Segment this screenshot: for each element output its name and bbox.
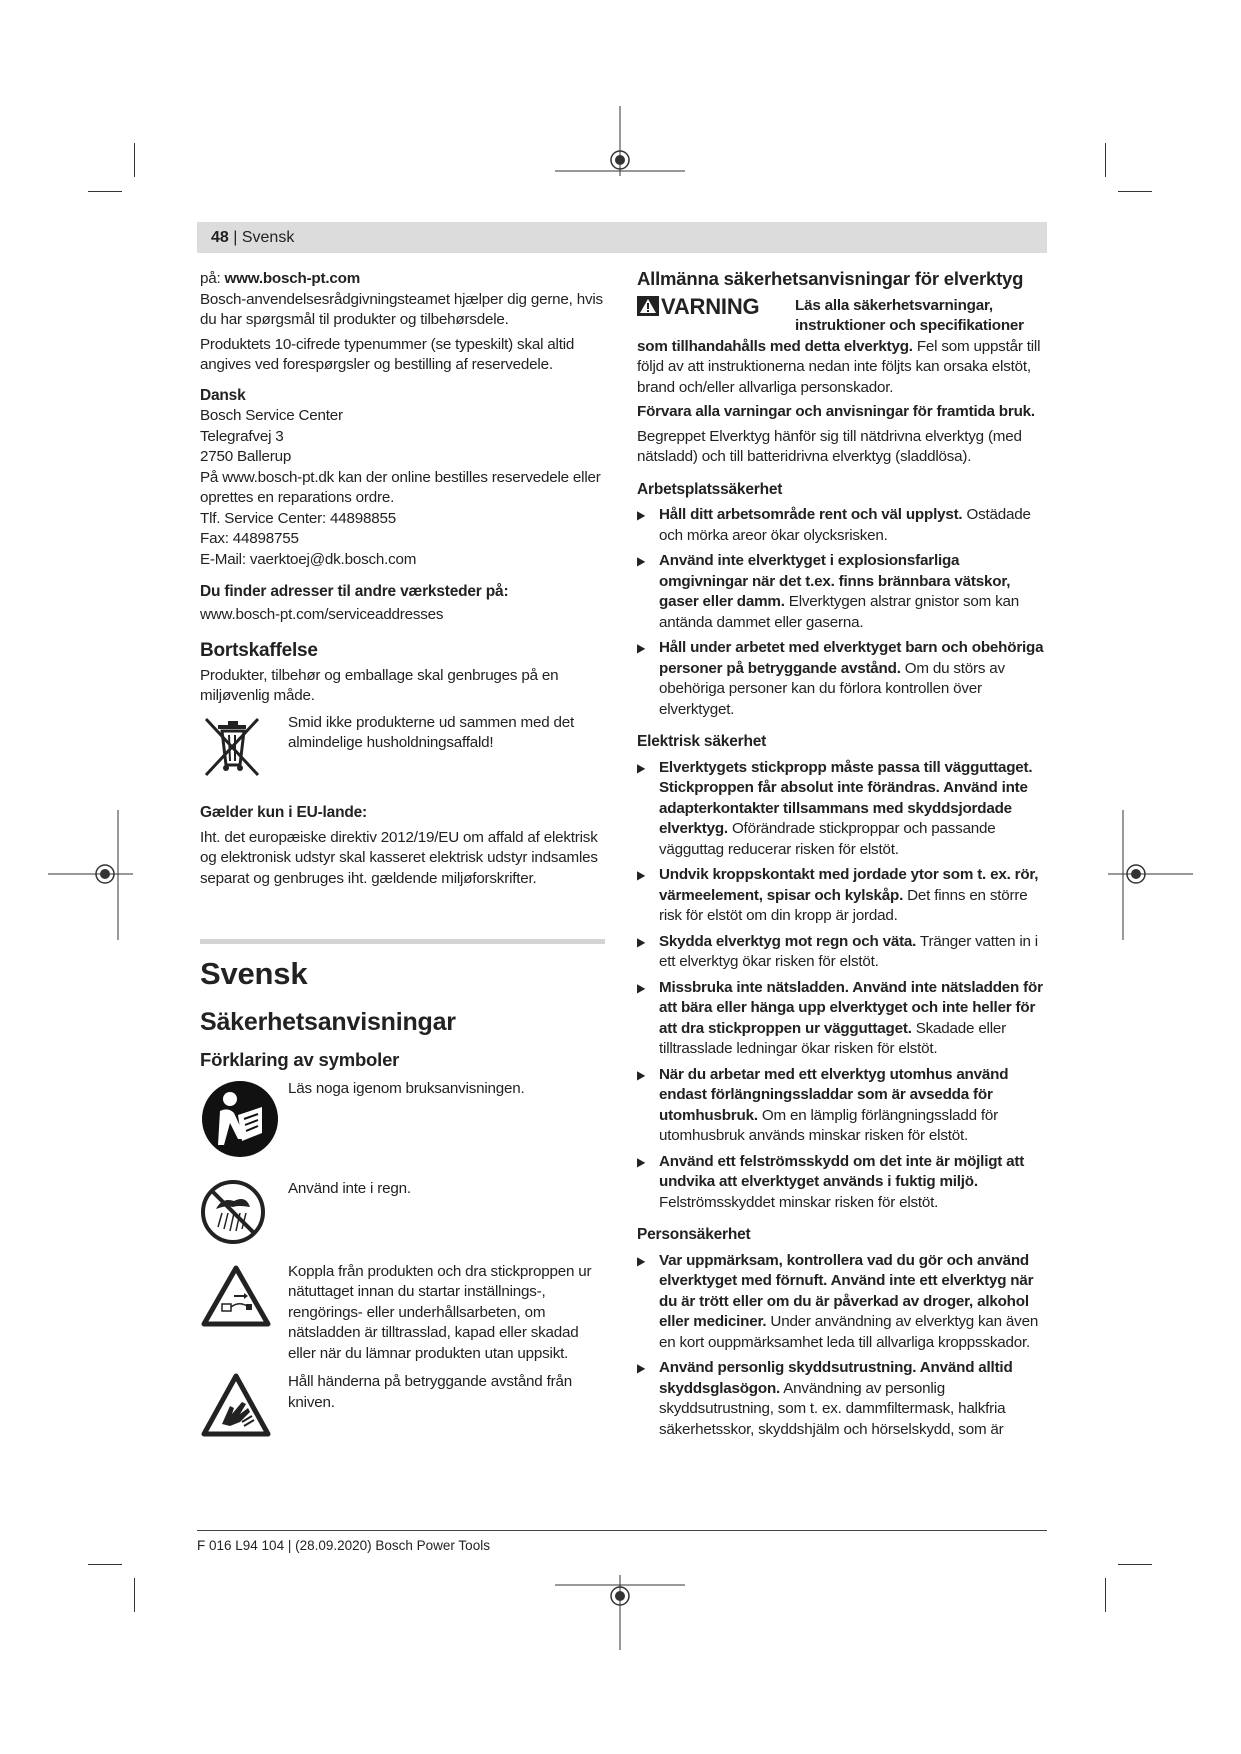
bullet-item	[637, 758, 1047, 861]
general-safety-title: Allmänna säkerhetsanvisningar för elverktyg	[637, 268, 1024, 289]
page-header	[211, 229, 294, 247]
crop-mark	[1105, 1578, 1106, 1612]
bullet-text	[659, 1358, 1047, 1440]
bullet-text	[659, 865, 1047, 927]
registration-mark-bottom	[550, 1565, 690, 1650]
warning-text	[637, 337, 1047, 399]
symbol-row	[200, 1262, 605, 1365]
addresses-title: Du finder adresser til andre værksteder på:	[200, 583, 509, 600]
dansk-line: Bosch Service Center	[200, 407, 343, 424]
bullet-item	[637, 505, 1047, 546]
bullet-arrow-icon: ▶	[637, 508, 646, 522]
page-footer: F 016 L94 104 | (28.09.2020) Bosch Power Tools	[197, 1538, 490, 1553]
crop-mark	[1118, 1564, 1152, 1565]
bullet-bold: Var uppmärksam, kontrollera vad du gör och använd elverktyget med förnuft. Använd inte ett elverktyg när du är trött eller om du är påverkad av droger, alkohol eller mediciner.	[659, 1251, 1034, 1330]
bin-row	[200, 713, 605, 786]
dansk-line: Fax: 44898755	[200, 530, 299, 547]
svensk-title: Svensk	[200, 956, 308, 991]
bullet-text	[659, 932, 1047, 973]
bullet-item	[637, 978, 1047, 1060]
warning-block	[637, 296, 1047, 337]
right-column	[637, 269, 1047, 1445]
symbol-row	[200, 1372, 605, 1447]
no-rain-icon	[200, 1179, 288, 1252]
symbols-title: Förklaring av symboler	[200, 1049, 400, 1070]
dansk-address	[200, 406, 605, 570]
dansk-line: På www.bosch-pt.dk kan der online bestilles reservedele eller oprettes en reparations ordre.	[200, 468, 601, 506]
crop-mark	[134, 143, 135, 177]
bullet-arrow-icon: ▶	[637, 980, 646, 995]
bullet-item	[637, 1152, 1047, 1214]
bullet-item	[637, 551, 1047, 633]
bullet-text	[659, 758, 1047, 861]
symbol-row	[200, 1179, 605, 1252]
left-column	[200, 269, 605, 1453]
page-number: 48	[211, 229, 229, 246]
dansk-line: 2750 Ballerup	[200, 448, 292, 465]
bullet-bold: Använd inte elverktyget i explosionsfarliga omgivningar när det t.ex. finns brännbara vätskor, gaser eller damm.	[659, 552, 1011, 610]
unplug-warning-icon	[200, 1264, 272, 1337]
hand-cut-warning-icon	[200, 1372, 288, 1447]
bullet-arrow-icon: ▶	[637, 1067, 646, 1082]
dansk-line: E-Mail: vaerktoej@dk.bosch.com	[200, 550, 417, 568]
crop-mark	[88, 1564, 122, 1565]
page-header-bar	[197, 222, 1047, 253]
bullet-arrow-icon: ▶	[637, 934, 646, 949]
bullet-rest: Under användning av elverktyg kan även en kort ouppmärksamhet leda till allvarliga kroppsskador.	[659, 1313, 1039, 1351]
dansk-line: Tlf. Service Center: 44898855	[200, 509, 396, 527]
symbol-text: Använd inte i regn.	[288, 1180, 411, 1197]
bullet-text	[659, 505, 1047, 546]
crossed-bin-icon	[200, 713, 288, 786]
bortskaffelse-text: Produkter, tilbehør og emballage skal genbruges på en miljøvenlig måde.	[200, 666, 559, 704]
crop-mark	[88, 191, 122, 192]
bullet-text	[659, 1152, 1047, 1214]
keep-instructions: Förvara alla varningar och anvisningar för framtida bruk.	[637, 403, 1035, 420]
bullet-arrow-icon: ▶	[637, 641, 646, 655]
read-manual-icon	[200, 1079, 288, 1166]
bullet-text	[659, 1251, 1047, 1354]
bin-text: Smid ikke produkterne ud sammen med det almindelige husholdningsaffald!	[288, 713, 574, 751]
definition-text: Begreppet Elverktyg hänför sig till nätdrivna elverktyg (med nätsladd) och till batteridrivna elverktyg (sladdlösa).	[637, 427, 1022, 465]
registration-mark-right	[1103, 810, 1193, 940]
warning-rest: Fel som uppstår till följd av att instruktionerna nedan inte följts kan orsaka elstöt, brand och/eller allvarliga personskador.	[637, 337, 1041, 396]
dansk-line: Telegrafvej 3	[200, 427, 284, 445]
symbol-text: Läs noga igenom bruksanvisningen.	[288, 1079, 525, 1097]
bullet-item	[637, 865, 1047, 927]
header-separator: |	[233, 229, 238, 246]
type-number-text: Produktets 10-cifrede typenummer (se typeskilt) skal altid angives ved forespørgsler og bestilling af reservedele.	[200, 335, 575, 373]
bullet-rest: Om du störs av obehöriga personer kan du förlora kontrollen över elverktyget.	[659, 659, 1005, 718]
bullet-bold: Använd ett felströmsskydd om det inte är möjligt att undvika att elverktyget används i fuktig miljö.	[659, 1152, 1025, 1190]
bullet-bold: Håll under arbetet med elverktyget barn och obehöriga personer på betryggande avstånd.	[659, 639, 1044, 677]
bullet-item	[637, 638, 1047, 720]
bullet-bold: När du arbetar med ett elverktyg utomhus använd endast förlängningssladdar som är avsedda för utomhusbruk.	[659, 1065, 1009, 1124]
crop-mark	[134, 1578, 135, 1612]
crop-mark	[1105, 143, 1106, 177]
bullet-text	[659, 1065, 1047, 1147]
bullet-arrow-icon: ▶	[637, 868, 646, 882]
crop-mark	[1118, 191, 1152, 192]
contact-line	[200, 269, 605, 290]
warning-heading: Läs alla säkerhetsvarningar, instruktioner och specifikationer	[795, 296, 1024, 334]
contact-prefix: på:	[200, 270, 225, 287]
bullet-arrow-icon: ▶	[637, 760, 646, 775]
bullet-text	[659, 551, 1047, 633]
bullet-rest: Det finns en större risk för elstöt om din kropp är jordad.	[659, 886, 1028, 924]
warning-badge	[637, 296, 795, 320]
bullet-arrow-icon: ▶	[637, 1253, 646, 1268]
symbol-text: Håll händerna på betryggande avstånd från kniven.	[288, 1373, 572, 1411]
bullet-item	[637, 932, 1047, 973]
section-title: Arbetsplatssäkerhet	[637, 480, 783, 498]
bullet-rest: Ostädade och mörka areor ökar olycksrisken.	[659, 506, 1031, 544]
section-title: Elektrisk säkerhet	[637, 733, 767, 750]
bullet-rest: Användning av personlig skyddsutrustning, som t. ex. dammfiltermask, halkfria säkerhetsskor, skyddshjälm och hörselskydd, som är	[659, 1379, 1006, 1438]
section-title: Personsäkerhet	[637, 1226, 751, 1243]
bullet-bold: Skydda elverktyg mot regn och väta.	[659, 932, 917, 950]
header-language: Svensk	[241, 229, 295, 246]
registration-mark-left	[48, 810, 138, 940]
bullet-arrow-icon: ▶	[637, 554, 646, 568]
bullet-item	[637, 1358, 1047, 1440]
bullet-rest: Skadade eller tilltrasslade ledningar ökar risken för elstöt.	[659, 1019, 1007, 1057]
bullet-item	[637, 1251, 1047, 1354]
contact-url: www.bosch-pt.com	[224, 270, 361, 287]
symbol-row	[200, 1079, 605, 1166]
eu-text: Iht. det europæiske direktiv 2012/19/EU om affald af elektrisk og elektronisk udstyr skal kasseret elektrisk udstyr indsamles separat og genbruges iht. gældende miljøforskrifter.	[200, 828, 598, 887]
bullet-rest: Felströmsskyddet minskar risken för elstöt.	[659, 1193, 939, 1211]
dansk-title: Dansk	[200, 386, 246, 404]
section-divider	[200, 939, 605, 944]
bullet-text	[659, 638, 1047, 720]
addresses-url: www.bosch-pt.com/serviceaddresses	[200, 605, 444, 623]
bullet-rest: Tränger vatten in i ett elverktyg ökar risken för elstöt.	[659, 932, 1038, 970]
advisory-team-text: Bosch-anvendelsesrådgivningsteamet hjælper dig gerne, hvis du har spørgsmål til produkter og tilbehørsdele.	[200, 290, 603, 328]
bullet-bold: Håll ditt arbetsområde rent och väl upplyst.	[659, 506, 963, 523]
warning-bold: som tillhandahålls med detta elverktyg.	[637, 337, 913, 355]
bullet-bold: Undvik kroppskontakt med jordade ytor som t. ex. rör, värmeelement, spisar och kylskåp.	[659, 866, 1039, 904]
bullet-rest: Elverktygen alstrar gnistor som kan antända dammet eller gaserna.	[659, 593, 1019, 631]
bullet-bold: Använd personlig skyddsutrustning. Använd alltid skyddsglasögon.	[659, 1359, 1013, 1397]
bullet-item	[637, 1065, 1047, 1147]
bullet-bold: Elverktygets stickpropp måste passa till vägguttaget. Stickproppen får absolut inte förändras. Använd inte adapterkontakter tillsammans med skyddsjordade elverktyg.	[659, 758, 1033, 837]
bullet-rest: Oförändrade stickproppar och passande vägguttag reducerar risken för elstöt.	[659, 820, 996, 858]
registration-mark-top	[550, 106, 690, 191]
bortskaffelse-title: Bortskaffelse	[200, 640, 318, 661]
eu-title: Gælder kun i EU-lande:	[200, 804, 367, 821]
bullet-rest: Om en lämplig förlängningssladd för utomhusbruk används minskar risken för elstöt.	[659, 1106, 999, 1144]
footer-rule	[197, 1530, 1047, 1531]
safety-title: Säkerhetsanvisningar	[200, 1008, 456, 1036]
warning-label: VARNING	[661, 294, 760, 319]
bullet-bold: Missbruka inte nätsladden. Använd inte nätsladden för att bära eller hänga upp elverktyget och inte heller för att dra stickproppen ur vägguttaget.	[659, 978, 1043, 1037]
bullet-arrow-icon: ▶	[637, 1154, 646, 1169]
bullet-text	[659, 978, 1047, 1060]
bullet-arrow-icon: ▶	[637, 1361, 646, 1375]
warning-triangle-icon	[637, 296, 659, 320]
symbol-text: Koppla från produkten och dra stickproppen ur nätuttaget innan du startar inställnings-, rengörings- eller underhållsarbeten, om nätsladden är tilltrasslad, kapad eller skadad eller när du lämnar produkten utan uppsikt.	[288, 1262, 592, 1362]
